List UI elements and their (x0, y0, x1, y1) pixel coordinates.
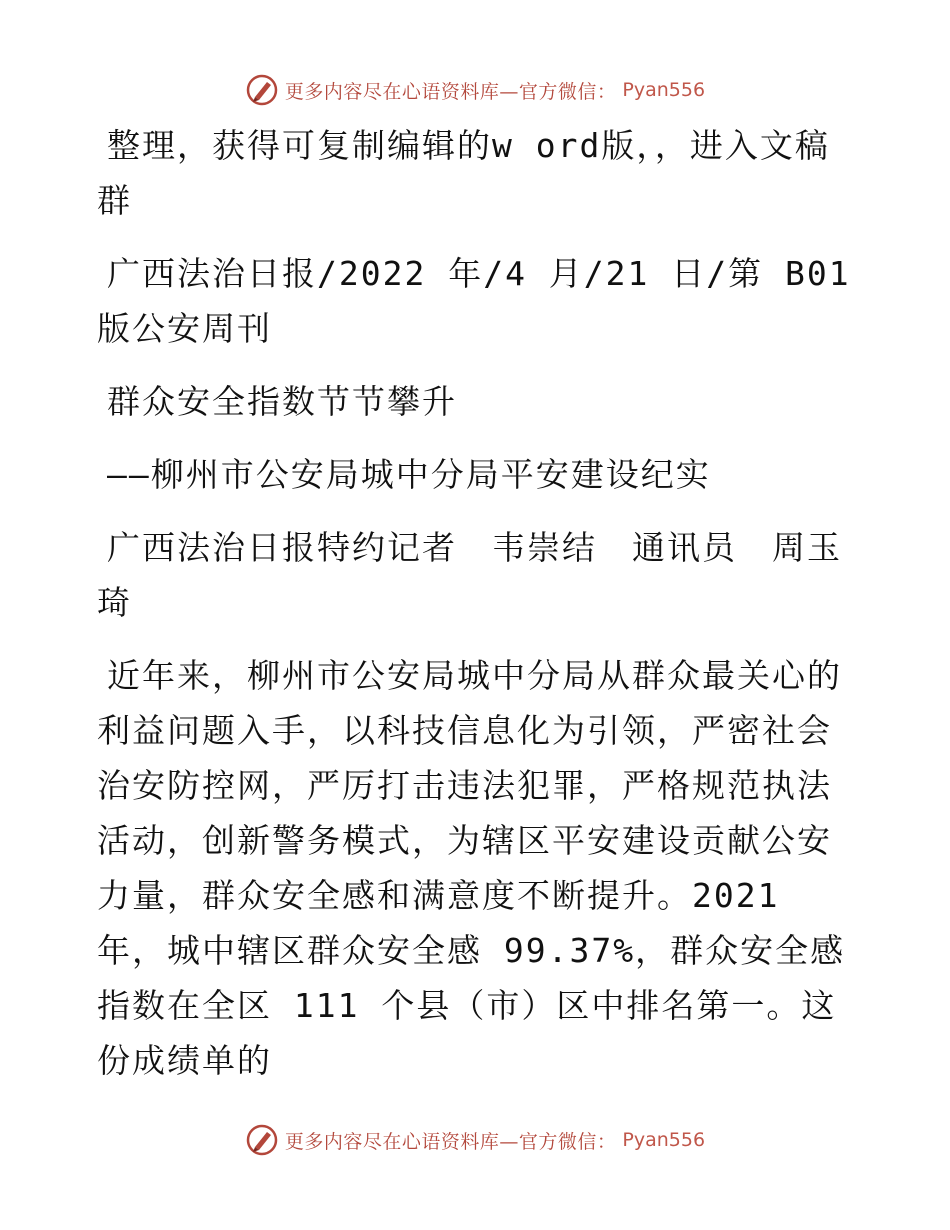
intro-line: 整理，获得可复制编辑的w ord版，，进入文稿群 (97, 126, 830, 220)
watermark-text: 更多内容尽在心语资料库—官方微信： (284, 80, 617, 103)
source-line: 广西法治日报/2022 年/4 月/21 日/第 B01 版公安周刊 (97, 254, 851, 348)
watermark-header (0, 70, 950, 110)
byline: 广西法治日报特约记者 韦崇结 通讯员 周玉琦 (97, 528, 842, 622)
article-title: 群众安全指数节节攀升 (107, 382, 457, 421)
watermark-text: 更多内容尽在心语资料库—官方微信： (284, 1130, 617, 1153)
document-body (97, 118, 857, 1106)
pen-logo-icon (245, 1123, 279, 1157)
watermark-wechat-id: Pyan556 (622, 1129, 706, 1151)
pen-logo-icon (245, 73, 279, 107)
article-subtitle: ——柳州市公安局城中分局平安建设纪实 (107, 455, 711, 494)
body-paragraph: 近年来，柳州市公安局城中分局从群众最关心的利益问题入手，以科技信息化为引领，严密社会治安防控网，严厉打击违法犯罪，严格规范执法活动，创新警务模式，为辖区平安建设贡献公安力量，群众安全感和满意度不断提升。2021 年，城中辖区群众安全感 99.37%，群众安全感指数在全区 111 个县（市）区中排名第一。这份成绩单的 (97, 656, 846, 1080)
watermark-footer (0, 1120, 950, 1160)
watermark-wechat-id: Pyan556 (622, 79, 706, 101)
